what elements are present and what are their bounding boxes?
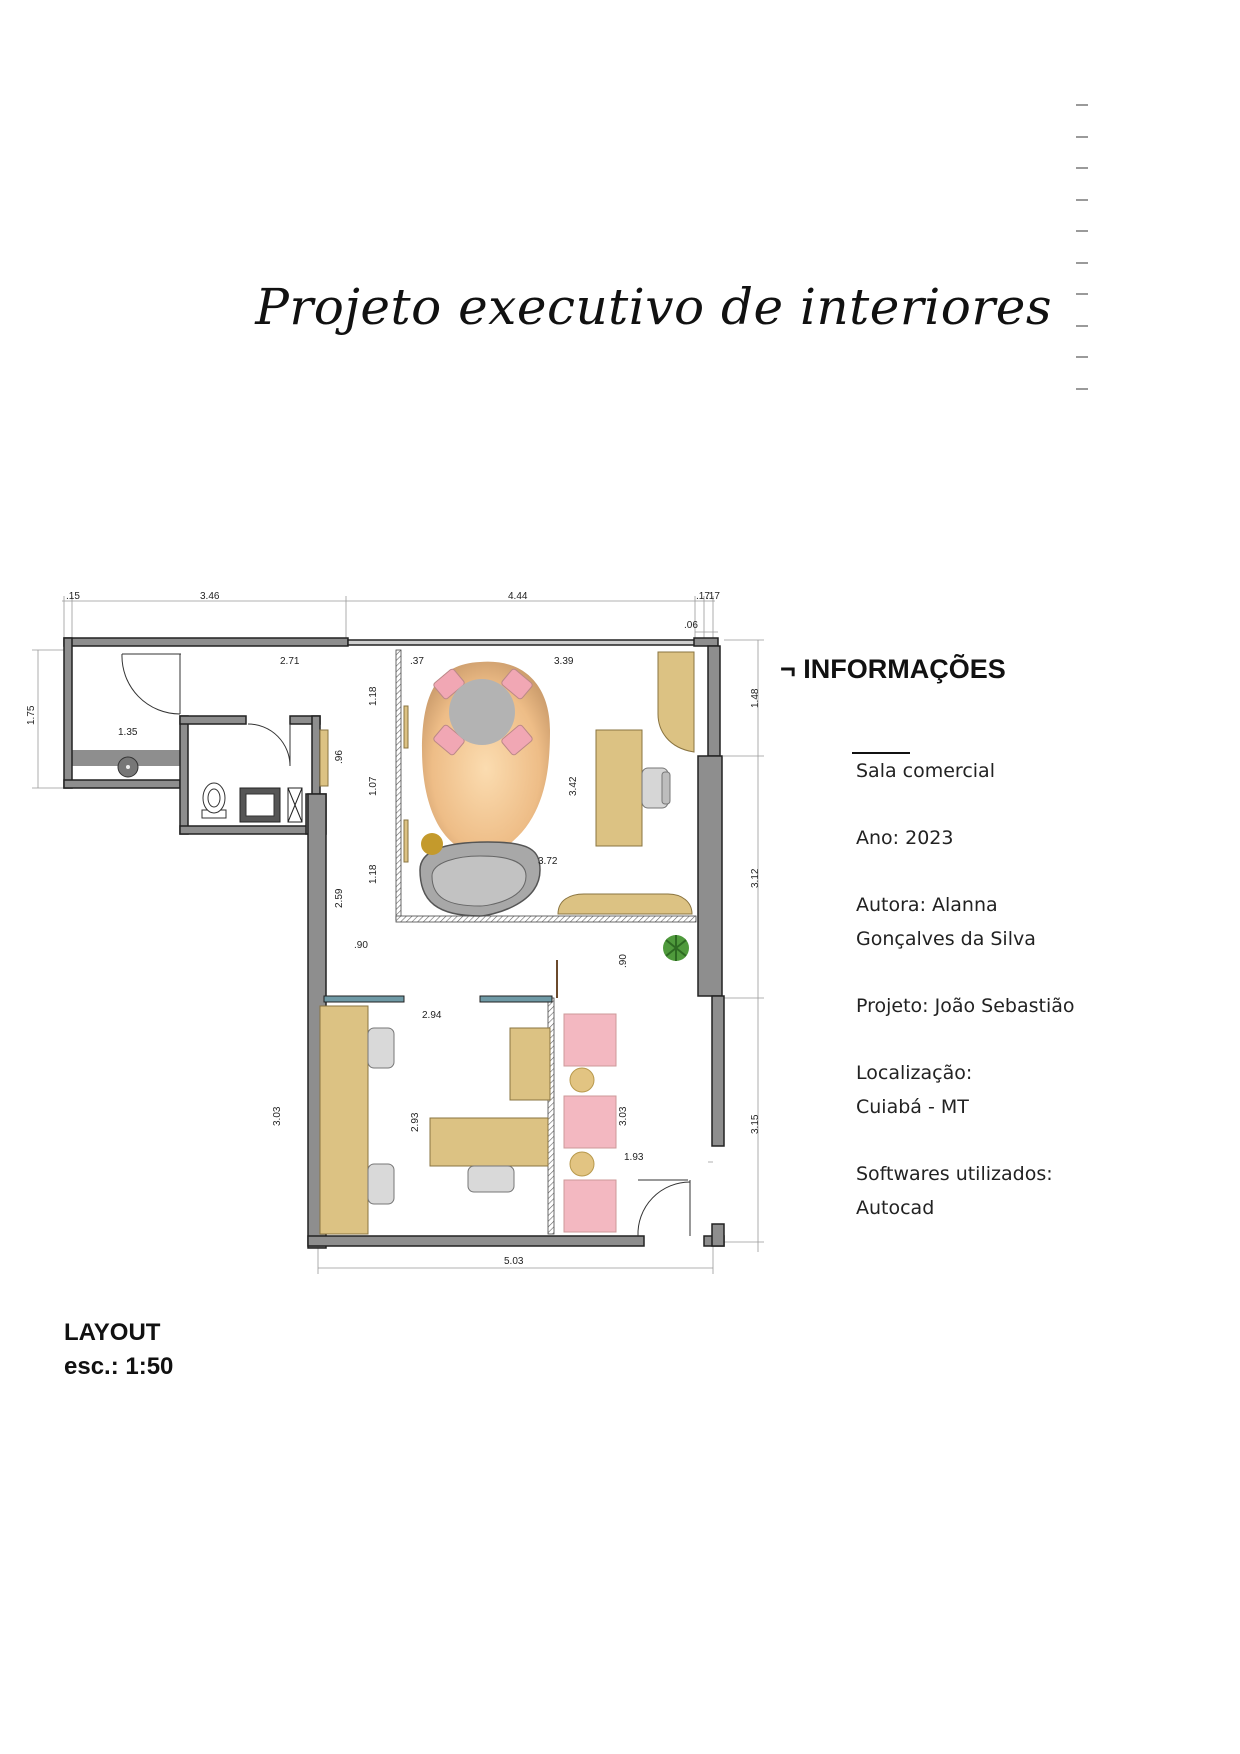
info-author-line1: Autora: Alanna — [856, 894, 998, 916]
info-year: Ano: 2023 — [856, 827, 954, 849]
dim-v-342: 3.42 — [568, 776, 579, 796]
layout-label — [64, 1316, 173, 1384]
washbasin — [240, 788, 302, 822]
dim-h-090: .90 — [354, 940, 368, 951]
dim-right-148: 1.48 — [750, 688, 761, 708]
sideboard — [558, 894, 692, 914]
dim-v-259: 2.59 — [334, 888, 345, 908]
dim-top-c: 4.44 — [508, 591, 528, 602]
page-title: Projeto executivo de interiores — [255, 278, 1052, 336]
dim-top-b: 3.46 — [200, 591, 220, 602]
dim-v-118b: 1.18 — [368, 864, 379, 884]
info-software-value: Autocad — [856, 1197, 935, 1219]
cabinet — [510, 1028, 550, 1100]
desk-chair — [468, 1166, 514, 1192]
dim-top-f: .06 — [684, 620, 698, 631]
dim-v-303a: 3.03 — [272, 1106, 283, 1126]
dim-top-a: .15 — [66, 591, 80, 602]
dim-lobby-271: 2.71 — [280, 656, 300, 667]
info-location-label: Localização: — [856, 1062, 973, 1084]
meeting-table — [449, 679, 515, 745]
side-tick-marks — [1076, 104, 1088, 404]
info-author-line2: Gonçalves da Silva — [856, 928, 1036, 950]
toilet — [202, 783, 226, 818]
dim-wc-135: 1.35 — [118, 727, 138, 738]
layout-title: LAYOUT — [64, 1319, 161, 1346]
dim-bottom-503: 5.03 — [504, 1256, 524, 1267]
dim-left-175: 1.75 — [26, 705, 37, 725]
floor-plan — [18, 580, 761, 1280]
side-table — [421, 833, 443, 855]
dim-v-293: 2.93 — [410, 1112, 421, 1132]
dim-right-312: 3.12 — [750, 868, 761, 888]
info-project: Projeto: João Sebastião — [856, 995, 1075, 1017]
dim-right-315: 3.15 — [750, 1114, 761, 1134]
info-software-label: Softwares utilizados: — [856, 1163, 1053, 1185]
layout-scale: esc.: 1:50 — [64, 1353, 174, 1380]
workbench — [320, 1006, 368, 1234]
info-heading: ¬ INFORMAÇÕES — [780, 654, 1006, 684]
dim-r-37: .37 — [410, 656, 424, 667]
dim-h-193: 1.93 — [624, 1152, 644, 1163]
office-desk — [430, 1118, 548, 1166]
dim-v-303b: 3.03 — [618, 1106, 629, 1126]
dim-v-107: 1.07 — [368, 776, 379, 796]
info-location-value: Cuiabá - MT — [856, 1096, 969, 1118]
dim-h-294: 2.94 — [422, 1010, 442, 1021]
waiting-chairs — [564, 1014, 616, 1232]
plant — [663, 935, 689, 961]
dim-r-339: 3.39 — [554, 656, 574, 667]
dim-v-090: .90 — [618, 954, 629, 968]
info-project-type: Sala comercial — [856, 760, 995, 782]
dim-v-096: .96 — [334, 750, 345, 764]
dim-v-118a: 1.18 — [368, 686, 379, 706]
desk-meeting — [596, 730, 642, 846]
office-chair — [642, 768, 670, 808]
dim-top-e: .17 — [706, 591, 720, 602]
dim-top-d: .17 — [696, 591, 710, 602]
dim-h-372: 3.72 — [538, 856, 558, 867]
